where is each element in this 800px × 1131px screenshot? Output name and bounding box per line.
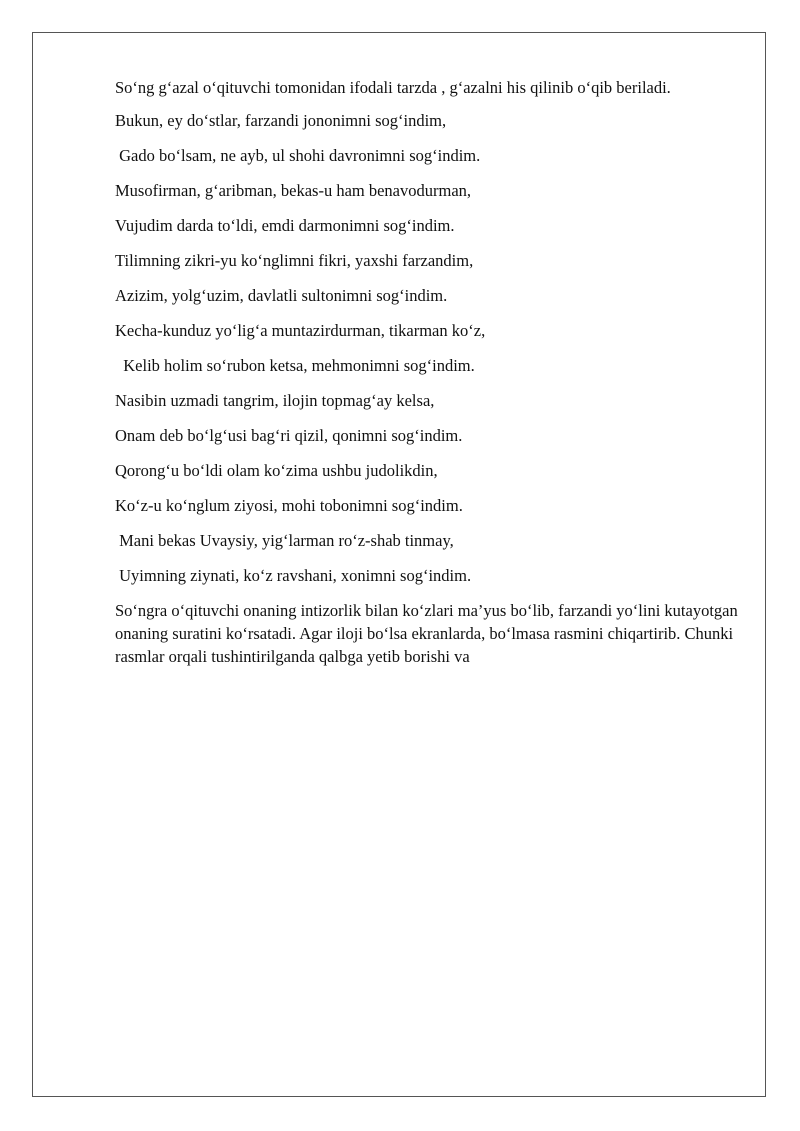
outro-paragraph: So‘ngra o‘qituvchi onaning intizorlik bilan ko‘zlari ma’yus bo‘lib, farzandi yo‘lini kutayotgan onaning suratini ko‘rsatadi. Agar iloji bo‘lsa ekranlarda, bo‘lmasa rasmini chiqartirib. Chunki rasmlar orqali tushintirilganda qalbga yetib borishi va (115, 601, 742, 666)
poem-line-2: Gado bo‘lsam, ne ayb, ul shohi davronimni sog‘indim. (115, 146, 481, 165)
poem-line-5: Tilimning zikri-yu ko‘nglimni fikri, yaxshi farzandim, (115, 251, 474, 270)
poem-line-7: Kecha-kunduz yo‘lig‘a muntazirdurman, tikarman ko‘z, (115, 321, 486, 340)
document-body (115, 76, 755, 668)
poem-line-3: Musofirman, g‘aribman, bekas-u ham benavodurman, (115, 181, 472, 200)
poem-line-12: Ko‘z-u ko‘nglum ziyosi, mohi tobonimni sog‘indim. (115, 496, 463, 515)
poem-line-1: Bukun, ey do‘stlar, farzandi jononimni sog‘indim, (115, 111, 447, 130)
poem-line-9: Nasibin uzmadi tangrim, ilojin topmag‘ay kelsa, (115, 391, 435, 410)
poem-line-10: Onam deb bo‘lg‘usi bag‘ri qizil, qonimni sog‘indim. (115, 426, 463, 445)
poem-line-14: Uyimning ziynati, ko‘z ravshani, xonimni sog‘indim. (115, 566, 472, 585)
intro-paragraph: So‘ng g‘azal o‘qituvchi tomonidan ifodali tarzda , g‘azalni his qilinib o‘qib beriladi. (115, 78, 671, 97)
poem-line-4: Vujudim darda to‘ldi, emdi darmonimni sog‘indim. (115, 216, 455, 235)
poem-line-6: Azizim, yolg‘uzim, davlatli sultonimni sog‘indim. (115, 286, 448, 305)
poem-line-11: Qorong‘u bo‘ldi olam ko‘zima ushbu judolikdin, (115, 461, 438, 480)
poem-line-13: Mani bekas Uvaysiy, yig‘larman ro‘z-shab tinmay, (115, 531, 454, 550)
poem-line-8: Kelib holim so‘rubon ketsa, mehmonimni sog‘indim. (115, 356, 475, 375)
